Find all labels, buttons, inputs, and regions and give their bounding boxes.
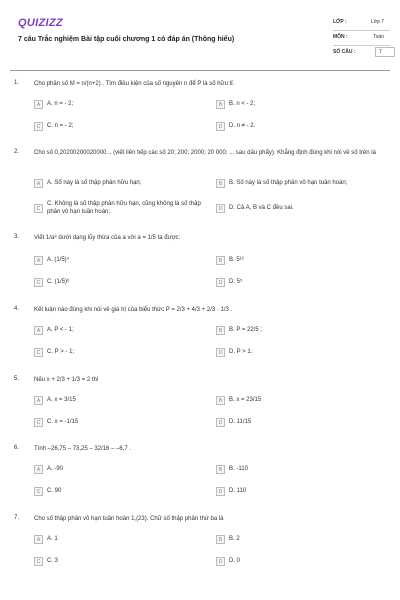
option-letter-box: B — [216, 179, 225, 188]
option-text: B. -110 — [229, 466, 248, 472]
option-letter-box: A — [34, 256, 43, 265]
option-letter-box: C — [34, 557, 43, 566]
option-letter-box: D — [216, 557, 225, 566]
option-text: B. P = 22/5 ; — [229, 327, 263, 333]
option-letter-box: C — [34, 348, 43, 357]
option-letter-box: B — [216, 535, 225, 544]
option-text: A. -90 — [47, 466, 64, 472]
option-text: D. 5⁵ — [229, 279, 243, 285]
option-text: C. (1/5)⁶ — [47, 279, 70, 285]
option-letter-box: A — [34, 396, 43, 405]
option-letter-box: A — [34, 326, 43, 335]
question-text: Tính –26,75 – 73,25 – 32/16 – –6,7 . — [34, 446, 132, 452]
option-text: B. x = 23/15 — [229, 397, 262, 403]
grade-row — [333, 15, 390, 30]
question-number: 4. — [14, 306, 20, 312]
question-number: 7. — [14, 515, 20, 521]
option-letter-box: D — [216, 122, 225, 131]
option-text: C. P > - 1; — [47, 349, 75, 355]
quizizz-logo: QUIZIZZ — [18, 17, 63, 29]
subject-row — [333, 30, 390, 45]
count-label: SỐ CÂU : — [333, 49, 356, 55]
worksheet-meta — [333, 10, 390, 60]
option-text: C. x = -1/15 — [47, 419, 79, 425]
question-text: Cho số thập phân vô hạn tuần hoàn 1,(23). Chữ số thập phân thứ ba là — [34, 516, 224, 522]
option-text: B. 5¹² — [229, 257, 244, 263]
option-letter-box: B — [216, 256, 225, 265]
grade-value: Lớp 7 — [370, 19, 384, 25]
option-text: C. 3 — [47, 558, 59, 564]
question-text: Cho số 0,20200200020000... (viết liên tiếp các số 20; 200; 2000; 20 000; ... sau dấu phẩy). Khẳng định đúng khi nói về số trên là — [34, 150, 376, 156]
question-text: Nếu x + 2/3 + 1/3 = 2 thì — [34, 377, 99, 383]
question-number: 5. — [14, 376, 20, 382]
option-text: A. n = - 2; — [47, 101, 74, 107]
header-divider — [10, 70, 390, 71]
question-number: 6. — [14, 445, 20, 451]
option-letter-box: C — [34, 487, 43, 496]
option-text: D. 110 — [229, 488, 247, 494]
worksheet-header — [10, 10, 390, 60]
option-letter-box: D — [216, 348, 225, 357]
option-letter-box: C — [34, 278, 43, 287]
option-text: D. P > 1. — [229, 349, 253, 355]
option-text: A. (1/5)⁴ — [47, 257, 70, 263]
question-number: 2. — [14, 149, 20, 155]
option-text: C. n = - 2; — [47, 123, 74, 129]
option-letter-box: C — [34, 204, 43, 213]
option-text: A. x = 3/15 — [47, 397, 76, 403]
option-text: A. P < - 1; — [47, 327, 74, 333]
option-letter-box: A — [34, 535, 43, 544]
subject-value: Toán — [373, 34, 384, 40]
option-text: D. Cả A, B và C đều sai. — [229, 205, 294, 211]
option-letter-box: B — [216, 465, 225, 474]
option-text: B. Số này là số thập phân vô hạn tuần hoàn; — [229, 180, 348, 186]
option-text: D. 0 — [229, 558, 241, 564]
question-number: 1. — [14, 80, 20, 86]
option-letter-box: B — [216, 100, 225, 109]
option-text: A. 1 — [47, 536, 58, 542]
option-text: C. Không là số thập phân hữu hạn, cũng không là số thập phân vô hạn tuần hoàn; — [47, 201, 201, 215]
option-letter-box: D — [216, 204, 225, 213]
option-letter-box: C — [34, 122, 43, 131]
grade-label: LỚP : — [333, 19, 347, 25]
option-text: B. n < - 2; — [229, 101, 256, 107]
option-text: D. n ≠ - 2. — [229, 123, 256, 129]
option-letter-box: A — [34, 100, 43, 109]
question-text: Cho phân số M = n/(n+2) . Tìm điều kiện của số nguyên n để P là số hữu tỉ. — [34, 81, 235, 87]
option-letter-box: D — [216, 418, 225, 427]
question-number: 3. — [14, 234, 20, 240]
question-text: Kết luận nào đúng khi nói về giá trị của biểu thức P = 2/3 + 4/3 + 2/3 · 1/3 . — [34, 307, 233, 313]
option-text: B. 2 — [229, 536, 240, 542]
option-letter-box: C — [34, 418, 43, 427]
option-letter-box: D — [216, 487, 225, 496]
option-text: C. 90 — [47, 488, 62, 494]
option-letter-box: A — [34, 465, 43, 474]
count-row — [333, 45, 390, 60]
option-text: D. 11/15 — [229, 419, 252, 425]
option-letter-box: B — [216, 326, 225, 335]
option-letter-box: A — [34, 179, 43, 188]
option-letter-box: B — [216, 396, 225, 405]
worksheet-title: 7 câu Trắc nghiệm Bài tập cuối chương 1 có đáp án (Thông hiểu) — [18, 36, 235, 43]
option-text: A. Số này là số thập phân hữu hạn; — [47, 180, 142, 186]
count-value: 7 — [375, 47, 395, 57]
option-letter-box: D — [216, 278, 225, 287]
subject-label: MÔN : — [333, 34, 348, 40]
question-text: Viết 1/a⁸ dưới dạng lũy thừa của a với a = 1/5 ta được: — [34, 235, 181, 241]
